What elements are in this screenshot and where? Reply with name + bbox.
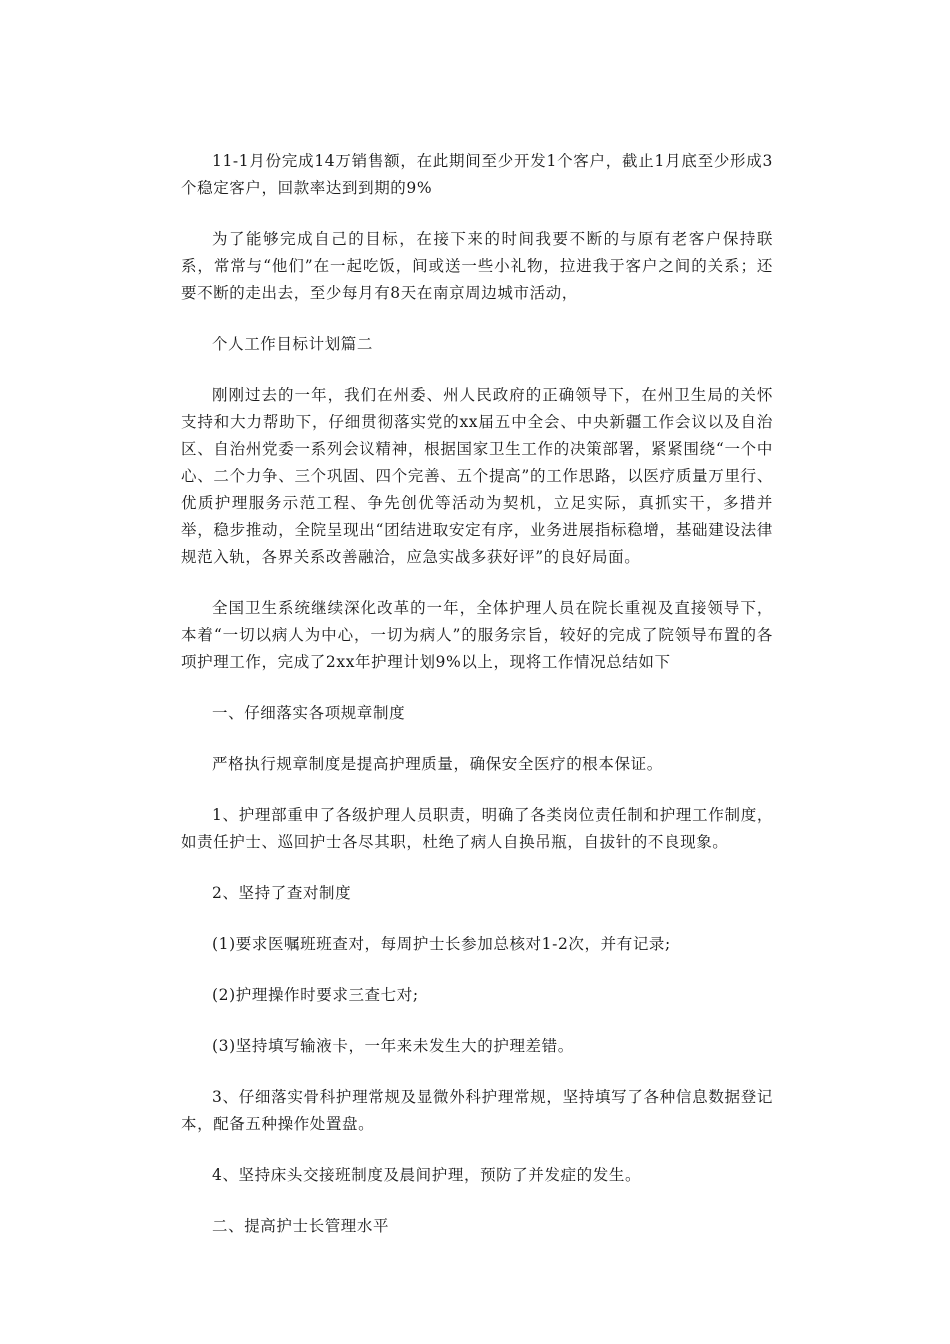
paragraph-nursing-summary: 全国卫生系统继续深化改革的一年，全体护理人员在院长重视及直接领导下，本着“一切以病人为中心，一切为病人”的服务宗旨，较好的完成了院领导布置的各项护理工作，完成了2xx年护理计划9%以上，现将工作情况总结如下 [181, 599, 773, 671]
paragraph-client-plan: 为了能够完成自己的目标，在接下来的时间我要不断的与原有老客户保持联系，常常与“他们”在一起吃饭，间或送一些小礼物，拉进我于客户之间的关系；还要不断的走出去，至少每月有8天在南京周边城市活动， [181, 230, 773, 302]
list-item-4-handover: 4、坚持床头交接班制度及晨间护理，预防了并发症的发生。 [212, 1166, 642, 1184]
list-item-3-routines: 3、仔细落实骨科护理常规及显微外科护理常规，坚持填写了各种信息数据登记本，配备五种操作处置盘。 [181, 1088, 773, 1133]
document-body [181, 148, 773, 1264]
heading-rules-implementation: 一、仔细落实各项规章制度 [212, 704, 406, 722]
sub-item-2-operations: (2)护理操作时要求三查七对; [212, 986, 419, 1004]
sub-item-3-infusion: (3)坚持填写输液卡，一年来未发生大的护理差错。 [212, 1037, 574, 1055]
paragraph-year-review: 刚刚过去的一年，我们在州委、州人民政府的正确领导下，在州卫生局的关怀支持和大力帮助下，仔细贯彻落实党的xx届五中全会、中央新疆工作会议以及自治区、自治州党委一系列会议精神，根据国家卫生工作的决策部署，紧紧围绕“一个中心、二个力争、三个巩固、四个完善、五个提高”的工作思路，以医疗质量万里行、优质护理服务示范工程、争先创优等活动为契机，立足实际，真抓实干，多措并举，稳步推动，全院呈现出“团结进取安定有序，业务进展指标稳增，基础建设法律规范入轨，各界关系改善融洽，应急实战多获好评”的良好局面。 [181, 386, 773, 566]
list-item-2-checking: 2、坚持了查对制度 [212, 884, 352, 902]
list-item-1-duties: 1、护理部重申了各级护理人员职责，明确了各类岗位责任制和护理工作制度，如责任护士、巡回护士各尽其职，杜绝了病人自换吊瓶，自拔针的不良现象。 [181, 806, 773, 851]
section-heading-part-two: 个人工作目标计划篇二 [212, 335, 374, 353]
paragraph-rules-importance: 严格执行规章制度是提高护理质量，确保安全医疗的根本保证。 [212, 755, 663, 773]
sub-item-1-orders: (1)要求医嘱班班查对，每周护士长参加总核对1-2次，并有记录; [212, 935, 671, 953]
heading-head-nurse-management: 二、提高护士长管理水平 [212, 1217, 390, 1235]
paragraph-sales-target: 11-1月份完成14万销售额，在此期间至少开发1个客户，截止1月底至少形成3个稳定客户，回款率达到到期的9% [181, 152, 773, 197]
